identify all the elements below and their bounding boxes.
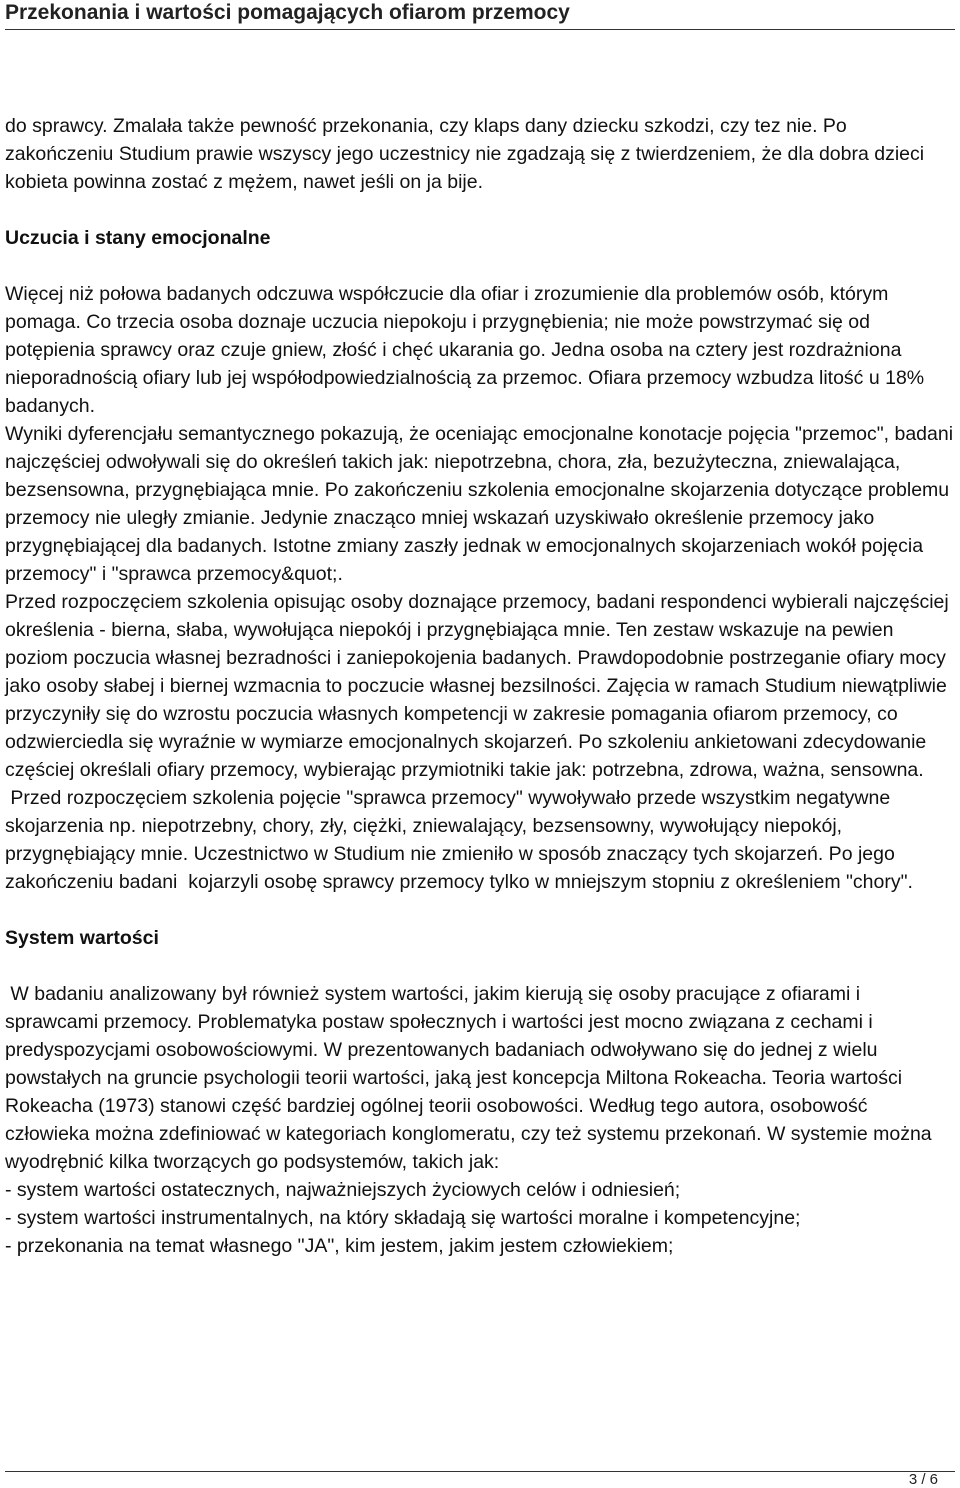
list-item: - przekonania na temat własnego "JA", kim jestem, jakim jestem człowiekiem; bbox=[5, 1235, 674, 1257]
paragraph-4: Przed rozpoczęciem szkolenia opisując osoby doznające przemocy, badani respondenci wybierali najczęściej określenia - bierna, słaba, wywołująca niepokój i przygnębiająca mnie. Ten zestaw wskazuje na pewien poziom poczucia własnej bezradności i zaniepokojenia badanych. Prawdopodobnie postrzeganie ofiary mocy jako osoby słabej i biernej wzmacnia to poczucie własnej bezsilności. Zajęcia w ramach Studium niewątpliwie przyczyniły się do wzrostu poczucia własnych kompetencji w zakresie pomagania ofiarom przemocy, co odzwierciedla się wyraźnie w wymiarze emocjonalnych skojarzeń. Po szkoleniu ankietowani zdecydowanie częściej określali ofiary przemocy, wybierając przymiotniki takie jak: potrzebna, zdrowa, ważna, sensowna. bbox=[5, 591, 949, 781]
paragraph-6: W badaniu analizowany był również system wartości, jakim kierują się osoby pracujące z ofiarami i sprawcami przemocy. Problematyka postaw społecznych i wartości jest mocno związana z cechami i predyspozycjami osobowościowymi. W prezentowanych badaniach odwoływano się do jednej z wielu powstałych na gruncie psychologii teorii wartości, jaką jest koncepcja Miltona Rokeacha. Teoria wartości Rokeacha (1973) stanowi część bardziej ogólnej teorii osobowości. Według tego autora, osobowość człowieka można zdefiniować w kategoriach konglomeratu, czy też systemu przekonań. W systemie można wyodrębnić kilka tworzących go podsystemów, takich jak: bbox=[5, 983, 938, 1173]
section-heading-values: System wartości bbox=[5, 927, 159, 949]
list-item: - system wartości ostatecznych, najważniejszych życiowych celów i odniesień; bbox=[5, 1179, 681, 1201]
footer-divider bbox=[5, 1471, 955, 1472]
page-header-title: Przekonania i wartości pomagających ofiarom przemocy bbox=[5, 1, 570, 24]
document-body bbox=[5, 112, 957, 1260]
paragraph-1: do sprawcy. Zmalała także pewność przekonania, czy klaps dany dziecku szkodzi, czy tez nie. Po zakończeniu Studium prawie wszyscy jego uczestnicy nie zgadzają się z twierdzeniem, że dla dobra dzieci kobieta powinna zostać z mężem, nawet jeśli on ja bije. bbox=[5, 115, 925, 193]
section-heading-emotions: Uczucia i stany emocjonalne bbox=[5, 227, 271, 249]
header-divider bbox=[5, 29, 955, 30]
paragraph-2: Więcej niż połowa badanych odczuwa współczucie dla ofiar i zrozumienie dla problemów osób, którym pomaga. Co trzecia osoba doznaje uczucia niepokoju i przygnębienia; nie może powstrzymać się od potępienia sprawcy oraz czuje gniew, złość i chęć ukarania go. Jedna osoba na cztery jest rozdrażniona nieporadnością ofiary lub jej współodpowiedzialnością za przemoc. Ofiara przemocy wzbudza litość u 18% badanych. bbox=[5, 283, 925, 417]
paragraph-3: Wyniki dyferencjału semantycznego pokazują, że oceniając emocjonalne konotacje pojęcia "przemoc", badani najczęściej odwoływali się do określeń takich jak: niepotrzebna, chora, zła, bezużyteczna, zniewalająca, bezsensowna, przygnębiająca mnie. Po zakończeniu szkolenia emocjonalne skojarzenia dotyczące problemu przemocy nie uległy zmianie. Jedynie znacząco mniej wskazań uzyskiwało określenie przemocy jako przygnębiającej dla badanych. Istotne zmiany zaszły jednak w emocjonalnych skojarzeniach wokół pojęcia przemocy" i "sprawca przemocy&quot;. bbox=[5, 423, 954, 585]
list-item: - system wartości instrumentalnych, na który składają się wartości moralne i kompetencyjne; bbox=[5, 1207, 801, 1229]
paragraph-5: Przed rozpoczęciem szkolenia pojęcie "sprawca przemocy" wywoływało przede wszystkim negatywne skojarzenia np. niepotrzebny, chory, zły, ciężki, zniewalający, bezsensowny, wywołujący niepokój, przygnębiający mnie. Uczestnictwo w Studium nie zmieniło w sposób znaczący tych skojarzeń. Po jego zakończeniu badani kojarzyli osobę sprawcy przemocy tylko w mniejszym stopniu z określeniem "chory". bbox=[5, 787, 913, 893]
page-number: 3 / 6 bbox=[908, 1471, 938, 1488]
